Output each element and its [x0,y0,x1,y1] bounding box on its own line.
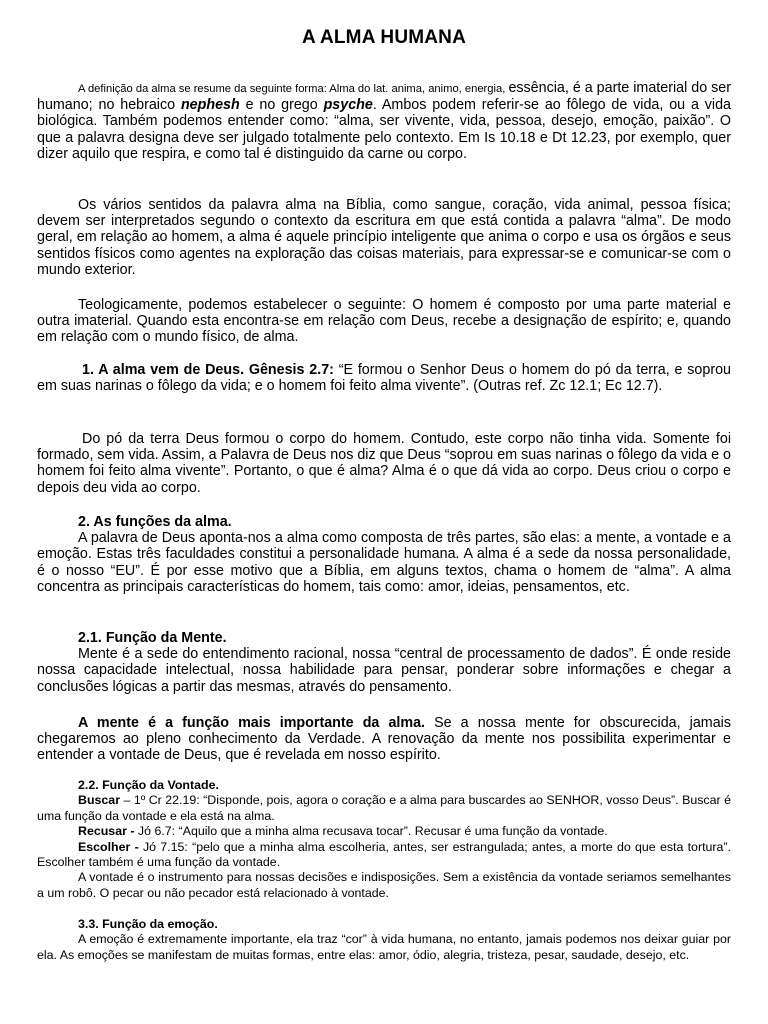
recusar-paragraph [37,824,731,839]
buscar-text: – 1º Cr 22.19: “Disponde, pois, agora o coração e a alma para buscardes ao SENHOR, vosso Deus”. Buscar é uma função da vontade e ela está na alma. [37,793,731,823]
teologia-block [37,297,731,346]
intro-paragraph-block [37,80,731,162]
section33-block [37,917,731,963]
term-nephesh: nephesh [180,97,240,114]
section1-block [37,362,731,394]
section1-text: “E formou o Senhor Deus o homem do pó da terra, e soprou em suas narinas o fôlego da vida; e o homem foi feito alma vivente”. (Outras ref. Zc 12.1; Ec 12.7). [37,362,731,395]
po-block [37,431,731,496]
mente-emphasis: A mente é a função mais importante da alma. [78,715,426,731]
buscar-label: Buscar [78,793,121,808]
sentidos-block [37,197,731,278]
page-title: A ALMA HUMANA [301,27,467,48]
teologia-paragraph: Teologicamente, podemos estabelecer o seguinte: O homem é composto por uma parte material e outra imaterial. Quando esta encontra-se em relação com Deus, recebe a designação de espírito; e, quando em relação com o mundo físico, de alma. [37,297,731,346]
section22-block [37,778,731,901]
intro-part1: essência, é a parte imaterial do ser humano; no hebraico [37,80,731,114]
section22-heading: 2.2. Função da Vontade. [78,778,219,792]
mente-emphasis-paragraph [37,715,731,764]
section1-heading: 1. A alma vem de Deus. Gênesis 2.7: [82,362,334,378]
escolher-label: Escolher - [78,839,139,854]
section33-heading: 3.3. Função da emoção. [78,917,218,931]
section33-text: A emoção é extremamente importante, ela traz “cor” à vida humana, no entanto, jamais podemos nos deixar guiar por ela. As emoções se manifestam de muitas formas, entre elas: amor, ódio, alegria, tristeza, pesar, saudade, desejo, etc. [37,932,731,962]
section21-text: Mente é a sede do entendimento racional, nossa “central de processamento de dados”. É onde reside nossa capacidade intelectual, nossa habilidade para pensar, ponderar sobre informações e chegar a conclusões lógicas a partir das mesmas, através do pensamento. [37,646,731,695]
sentidos-paragraph: Os vários sentidos da palavra alma na Bíblia, como sangue, coração, vida animal, pessoa física; devem ser interpretados segundo o contexto da escritura em que está contida a palavra “alma”. De modo geral, em relação ao homem, a alma é aquele princípio inteligente que anima o corpo e usa os órgãos e seus sentidos físicos como agentes na exploração das coisas materiais, para expressar-se e comunicar-se com o mundo exterior. [37,197,731,278]
intro-part2: e no grego [239,97,324,114]
recusar-label: Recusar - [78,824,135,839]
mente-emphasis-block [37,715,731,764]
section1-paragraph [37,362,731,394]
buscar-paragraph [37,793,731,824]
section2-heading: 2. As funções da alma. [78,514,232,530]
escolher-text: Jó 7.15: “pelo que a minha alma escolheria, antes, ser estrangulada; antes, a morte do que esta tortura”. Escolher também é uma função da vontade. [37,839,731,870]
section21-heading: 2.1. Função da Mente. [78,630,227,646]
intro-paragraph [37,80,731,162]
section2-text: A palavra de Deus aponta-nos a alma como composta de três partes, são elas: a mente, a vontade e a emoção. Estas três faculdades constitui a personalidade humana. A alma é a sede da nossa personalidade, é o nosso “EU”. É por esse motivo que a Bíblia, em alguns textos, chama o homem de “alma”. A alma concentra as principais características do homem, tais como: amor, ideias, pensamentos, etc. [37,530,731,595]
recusar-text: Jó 6.7: “Aquilo que a minha alma recusava tocar”. Recusar é uma função da vontade. [134,824,608,839]
section21-block [37,630,731,695]
mente-emphasis-text: Se a nossa mente for obscurecida, jamais chegaremos ao pleno conhecimento da Verdade. A renovação da mente nos possibilita experimentar e entender a vontade de Deus, que é revelada em nosso espírito. [37,715,731,764]
po-paragraph: Do pó da terra Deus formou o corpo do homem. Contudo, este corpo não tinha vida. Somente foi formado, sem vida. Assim, a Palavra de Deus nos diz que Deus “soprou em suas narinas o fôlego da vida e o homem foi feito alma vivente”. Portanto, o que é alma? Alma é o que dá vida ao corpo. Deus criou o corpo e depois deu vida ao corpo. [37,431,731,496]
section2-block [37,514,731,595]
vontade-closing: A vontade é o instrumento para nossas decisões e indisposições. Sem a existência da vontade seriamos semelhantes a um robô. O pecar ou não pecador está relacionado à vontade. [37,870,731,900]
term-psyche: psyche [323,97,373,114]
intro-lead: A definição da alma se resume da seguinte forma: Alma do lat. anima, animo, energia, [78,83,509,95]
intro-part3: . Ambos podem referir-se ao fôlego de vida, ou a vida biológica. Também podemos entender como: “alma, ser vivente, vida, pessoa, desejo, emoção, paixão”. O que a palavra designa deve ser julgado totalmente pelo contexto. Em Is 10.18 e Dt 12.23, por exemplo, quer dizer aquilo que respira, e como tal é distinguido da carne ou corpo. [37,97,731,162]
escolher-paragraph [37,840,731,871]
